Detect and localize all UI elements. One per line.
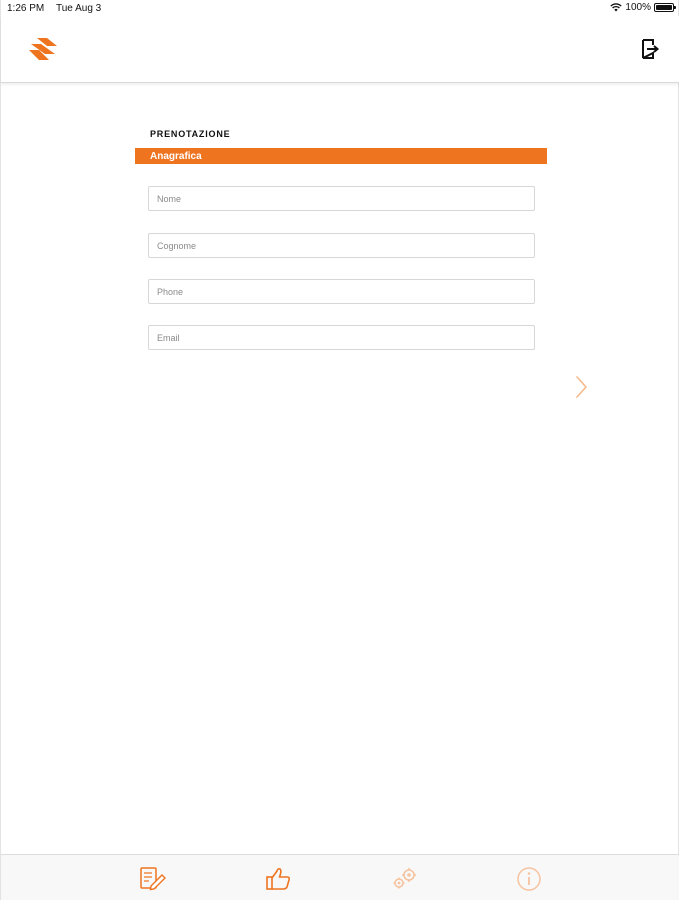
thumbs-up-icon[interactable] [264, 866, 294, 892]
phone-field[interactable] [148, 279, 535, 304]
status-bar [1, 0, 679, 16]
battery-level [656, 5, 672, 10]
wifi-icon [610, 3, 622, 12]
cognome-field[interactable] [148, 233, 535, 258]
edit-document-icon[interactable] [138, 866, 168, 892]
info-icon[interactable] [514, 866, 544, 892]
status-time: 1:26 PM [7, 3, 45, 14]
battery-icon [654, 3, 674, 12]
brand-logo[interactable] [27, 36, 59, 64]
status-date: Tue Aug 3 [56, 3, 102, 14]
status-indicators [610, 2, 674, 13]
gears-icon[interactable] [390, 866, 420, 892]
section-header-anagrafica [135, 148, 547, 164]
booking-form [1, 84, 679, 854]
logout-icon[interactable] [640, 38, 660, 60]
section-header-label: Anagrafica [150, 151, 202, 162]
page-title: PRENOTAZIONE [150, 129, 231, 139]
chevron-right-icon[interactable] [572, 374, 590, 400]
email-field[interactable] [148, 325, 535, 350]
bottom-tab-bar [1, 854, 679, 900]
battery-percentage: 100% [625, 2, 651, 13]
nome-field[interactable] [148, 186, 535, 211]
top-navigation-bar [1, 16, 679, 83]
